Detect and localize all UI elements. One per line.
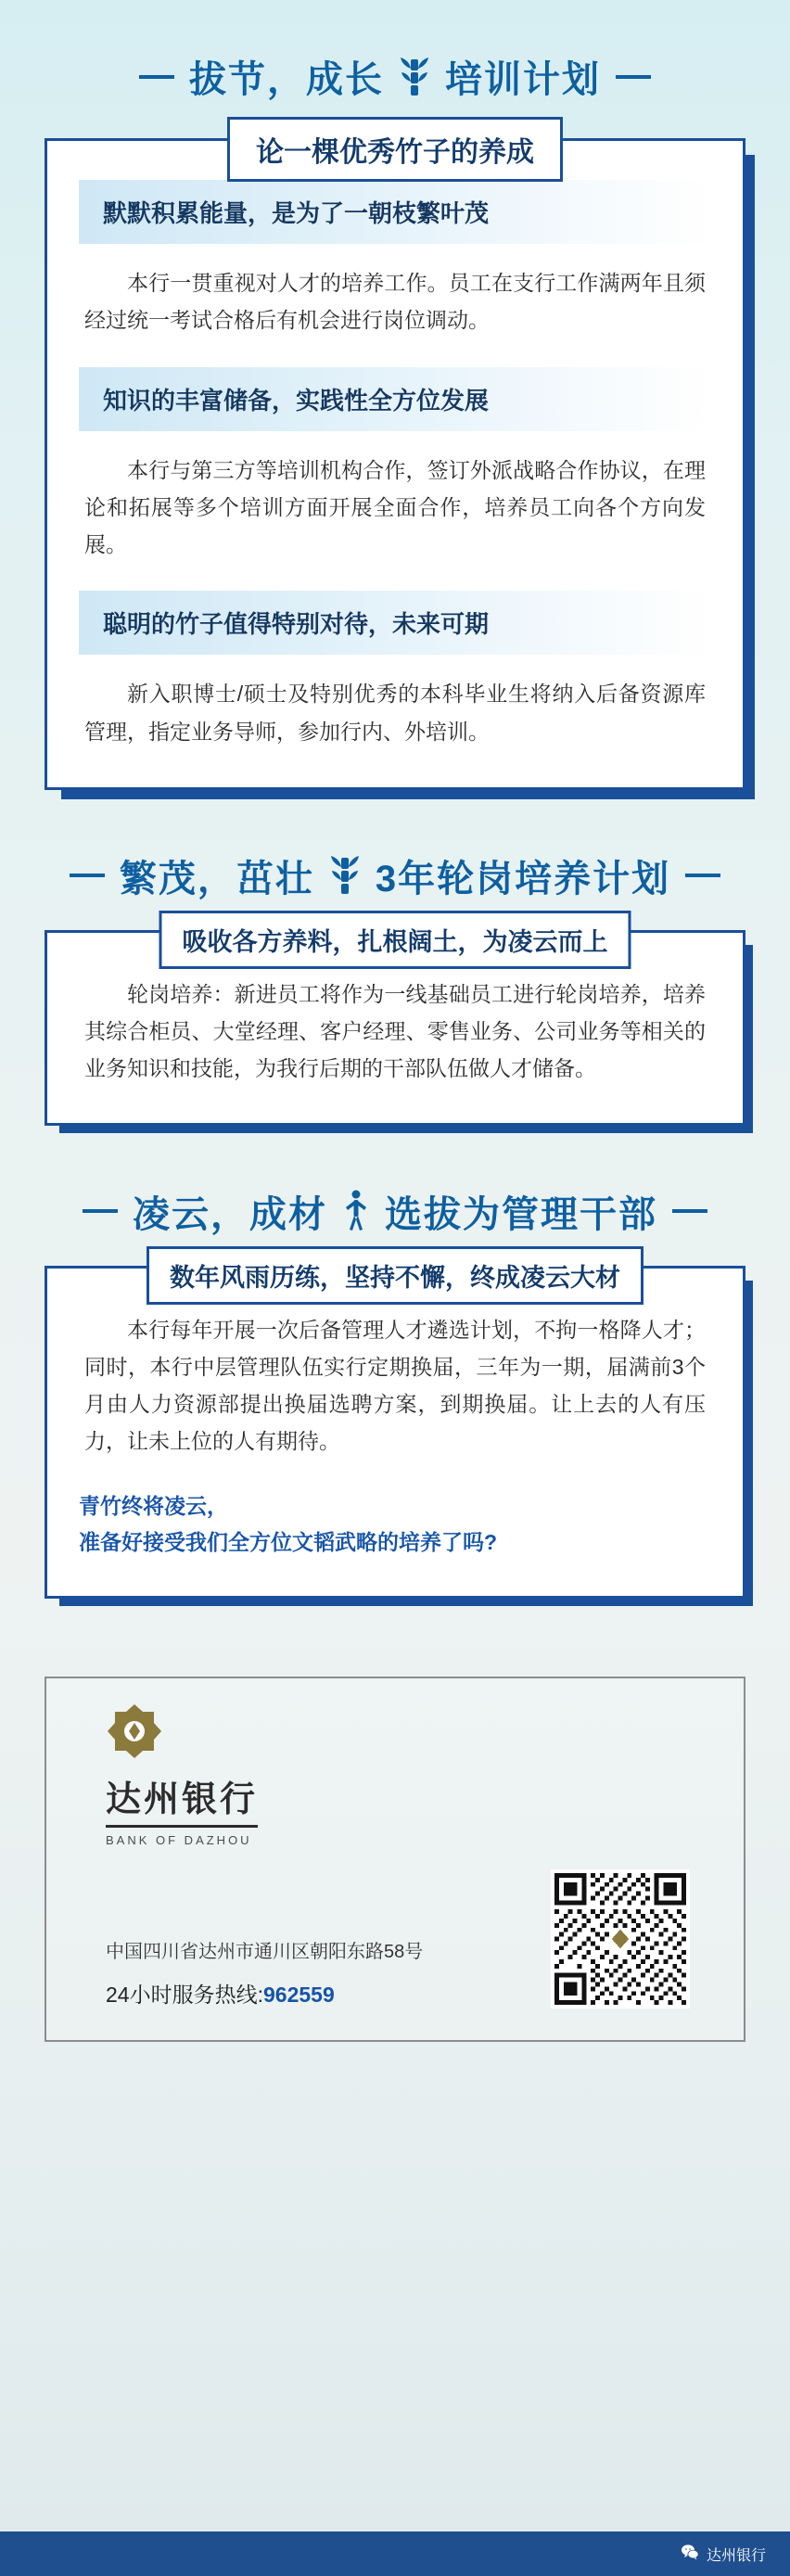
- title-dash-left: [139, 75, 174, 79]
- section-3-title: 数年风雨历练，坚持不懈，终成凌云大材: [147, 1246, 643, 1305]
- qr-code[interactable]: [551, 1869, 690, 2009]
- section-1-card: [45, 138, 745, 790]
- section-2-dash-right: [685, 874, 720, 877]
- footer-contact-col: [74, 1936, 423, 2009]
- section-3-dash-right: [672, 1209, 707, 1213]
- section-3-heading-part1: 凌云，成材: [133, 1193, 327, 1235]
- section-3-heading: [0, 1185, 790, 1238]
- bamboo-icon: [329, 854, 361, 897]
- section-1-item-text-1: 本行与第三方等培训机构合作，签订外派战略合作协议，在理论和拓展等多个培训方面开展全面合作，培养员工向各个方向发展。: [84, 457, 706, 556]
- section-1-item-banner-1: 知识的丰富储备，实践性全方位发展: [79, 367, 711, 431]
- wechat-account-label: 达州银行: [706, 2547, 766, 2564]
- section-2-title: 吸收各方养料，扎根阔土，为凌云而上: [159, 911, 631, 969]
- section-2-spacer: [0, 1126, 790, 1185]
- bank-name: 达州银行: [106, 1770, 258, 1828]
- bank-logo-block: [74, 1702, 716, 1847]
- wechat-icon: [681, 2543, 699, 2566]
- section-1-item-banner-2: 聪明的竹子值得特别对待，未来可期: [79, 591, 711, 655]
- page-title: [0, 50, 790, 103]
- section-2-dash-left: [70, 874, 105, 877]
- bottom-bar: [0, 2531, 790, 2576]
- section-2-heading-part1: 繁茂，茁壮: [119, 858, 314, 899]
- bamboo-icon: [399, 56, 430, 98]
- bank-address: 中国四川省达州市通川区朝阳东路58号: [106, 1941, 424, 1962]
- section-1-title: 论一棵优秀竹子的养成: [227, 117, 563, 182]
- person-climb-icon: [342, 1189, 370, 1233]
- service-hotline-number: 962559: [262, 1982, 335, 2007]
- section-3-dash-left: [83, 1209, 118, 1213]
- dazhou-bank-logo-icon: [106, 1702, 163, 1770]
- section-1-item-text-2: 新入职博士/硕士及特别优秀的本科毕业生将纳入后备资源库管理，指定业务导师，参加行内、外培训。: [84, 682, 706, 744]
- service-hotline-label: 24小时服务热线:: [106, 1982, 263, 2007]
- page-title-part1: 拔节，成长: [189, 59, 384, 100]
- top-spacer: [0, 0, 790, 50]
- footer-contact-row: [74, 1869, 716, 2009]
- section-3-highlight-line1: 青竹终将凌云，: [79, 1493, 228, 1518]
- section-1-item-text-0: 本行一贯重视对人才的培养工作。员工在支行工作满两年且须经过统一考试合格后有机会进行岗位调动。: [84, 271, 706, 333]
- section-3-highlight-line2: 准备好接受我们全方位文韬武略的培养了吗?: [79, 1529, 498, 1554]
- section-2-text: 轮岗培养：新进员工将作为一线基础员工进行轮岗培养，培养其综合柜员、大堂经理、客户经理、零售业务、公司业务等相关的业务知识和技能，为我行后期的干部队伍做人才储备。: [84, 981, 706, 1081]
- section-1-item-banner-0: 默默积累能量，是为了一朝枝繁叶茂: [79, 180, 711, 244]
- section-2-card: [45, 927, 745, 1126]
- page-title-part2: 培训计划: [445, 59, 601, 100]
- section-3-heading-part2: 选拔为管理干部: [385, 1193, 657, 1235]
- section-2-heading: [0, 849, 790, 902]
- bank-name-en: BANK OF DAZHOU: [106, 1832, 252, 1847]
- section-3-text: 本行每年开展一次后备管理人才遴选计划，不拘一格降人才；同时，本行中层管理队伍实行定期换届，三年为一期，届满前3个月由人力资源部提出换届选聘方案，到期换届。让上去的人有压力，让未上位的人有期待。: [84, 1317, 706, 1454]
- service-hotline: [106, 1978, 423, 2009]
- section-2-heading-part2: 3年轮岗培养计划: [375, 858, 671, 899]
- section-3-card: [45, 1263, 745, 1599]
- title-dash-right: [616, 75, 651, 79]
- footer-panel: [45, 1677, 745, 2042]
